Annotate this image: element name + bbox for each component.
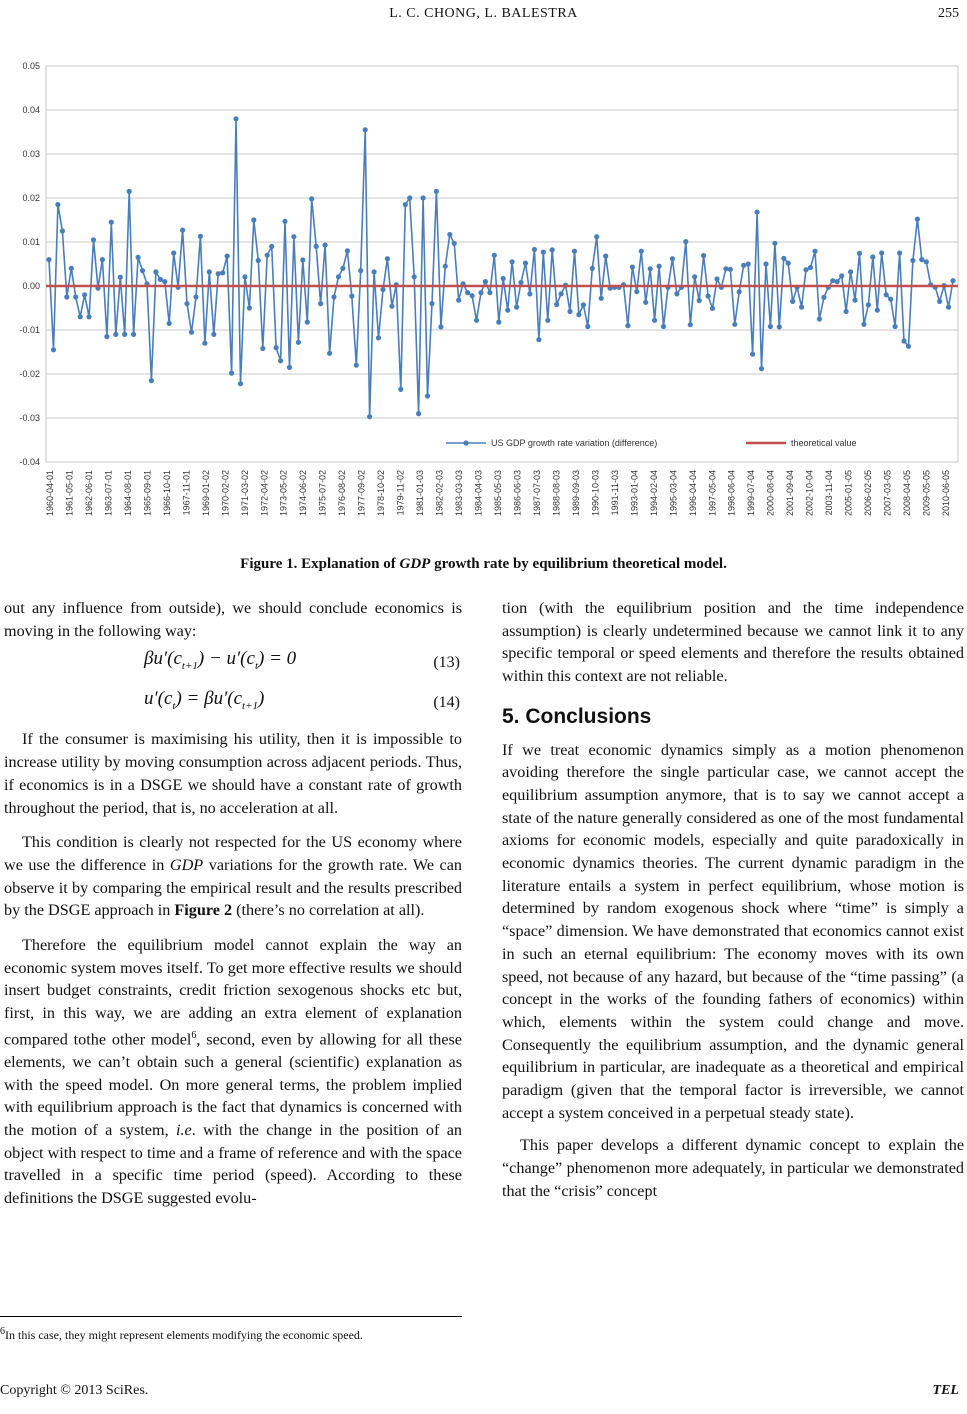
data-point <box>425 393 430 398</box>
x-tick-label: 2007-03-05 <box>882 470 893 517</box>
data-point <box>852 298 857 303</box>
y-tick-label: 0.05 <box>22 61 40 71</box>
data-point <box>478 290 483 295</box>
x-tick-label: 1961-05-01 <box>64 470 75 517</box>
data-point <box>465 290 470 295</box>
data-point <box>193 294 198 299</box>
y-tick-label: 0.04 <box>22 105 40 115</box>
data-point <box>861 322 866 327</box>
data-point <box>723 266 728 271</box>
data-point <box>256 258 261 263</box>
data-point <box>518 280 523 285</box>
data-point <box>839 273 844 278</box>
equation-13-formula: $\beta u'(c_{t+1}) - u'(c_t) = 0$ <box>144 648 297 673</box>
x-tick-label: 2009-05-05 <box>921 470 932 517</box>
x-tick-label: 1973-05-02 <box>278 470 289 517</box>
data-point <box>821 295 826 300</box>
data-point <box>870 254 875 259</box>
paragraph: This paper develops a different dynamic concept to explain the “change” phenomenon more adequately, in particular we demonstrated that the “crisis” concept <box>502 1136 964 1200</box>
data-point <box>496 320 501 325</box>
data-point <box>536 337 541 342</box>
data-point <box>714 276 719 281</box>
x-tick-label: 1965-09-01 <box>142 470 153 517</box>
x-tick-label: 2008-04-05 <box>902 470 913 517</box>
data-point <box>265 253 270 258</box>
data-point <box>269 244 274 249</box>
y-tick-label: -0.03 <box>19 413 40 423</box>
data-point <box>893 324 898 329</box>
data-point <box>585 324 590 329</box>
equation-14 <box>4 682 462 722</box>
data-point <box>906 344 911 349</box>
page-header <box>0 0 967 30</box>
x-tick-label: 1986-06-03 <box>512 470 523 517</box>
data-point <box>403 202 408 207</box>
data-point <box>648 266 653 271</box>
data-point <box>109 220 114 225</box>
data-point <box>483 279 488 284</box>
data-point <box>599 296 604 301</box>
series-line-gdp <box>49 119 953 417</box>
equation-14-formula: $u'(c_t) = \beta u'(c_{t+1})$ <box>144 688 265 713</box>
page-number: 255 <box>938 6 959 21</box>
data-point <box>661 324 666 329</box>
data-point <box>848 269 853 274</box>
x-tick-label: 1963-07-01 <box>103 470 114 517</box>
data-point <box>737 289 742 294</box>
equation-number: (14) <box>433 694 460 712</box>
data-point <box>376 335 381 340</box>
data-point <box>710 306 715 311</box>
data-point <box>674 291 679 296</box>
data-point <box>688 322 693 327</box>
data-point <box>242 274 247 279</box>
left-column <box>4 597 462 1210</box>
data-point <box>884 292 889 297</box>
data-point <box>274 345 279 350</box>
y-tick-label: 0.01 <box>22 237 40 247</box>
x-tick-label: 1993-01-04 <box>629 470 640 517</box>
plot-area <box>46 66 958 462</box>
data-point <box>309 196 314 201</box>
x-tick-label: 2005-01-05 <box>843 470 854 517</box>
data-point <box>363 127 368 132</box>
data-point <box>492 253 497 258</box>
data-point <box>603 254 608 259</box>
data-point <box>104 334 109 339</box>
x-tick-label: 1989-09-03 <box>570 470 581 517</box>
data-point <box>434 189 439 194</box>
paragraph: out any influence from outside), we should conclude economics is moving in the following way: <box>4 599 462 640</box>
equation-13 <box>4 642 462 682</box>
data-point <box>87 314 92 319</box>
x-tick-label: 2000-08-04 <box>765 470 776 517</box>
data-point <box>443 264 448 269</box>
data-point <box>541 250 546 255</box>
data-point <box>340 266 345 271</box>
data-point <box>380 287 385 292</box>
data-point <box>407 195 412 200</box>
data-point <box>113 332 118 337</box>
x-tick-label: 1974-06-02 <box>298 470 309 517</box>
data-point <box>910 258 915 263</box>
data-point <box>830 278 835 283</box>
data-point <box>220 270 225 275</box>
data-point <box>416 411 421 416</box>
x-tick-label: 1972-04-02 <box>259 470 270 517</box>
y-tick-label: -0.02 <box>19 369 40 379</box>
data-point <box>438 324 443 329</box>
data-point <box>643 300 648 305</box>
x-tick-label: 1979-11-02 <box>395 470 406 516</box>
data-point <box>122 332 127 337</box>
y-tick-label: 0.03 <box>22 149 40 159</box>
data-point <box>282 219 287 224</box>
data-point <box>171 250 176 255</box>
data-point <box>118 275 123 280</box>
data-point <box>421 195 426 200</box>
paragraph: If we treat economic dynamics simply as a motion phenomenon avoiding therefore the single particular case, we cannot accept the equilibrium assumption anymore, that is to say we cannot accept a state of the nature generally considered as one of the most fundamental axioms for economic models, especially and quite paradoxically in economic dynamics theories. The current dynamic paradigm in the literature entails a system in perfect equilibrium, whose motion is determined by random exogenous shock where “time” is simply a “space” dimension. We have demonstrated that economics cannot exist in such an eternal equilibrium: The economy moves with its own speed, not because of any hazard, but because of the “time passing” (a concept in the works of the founding fathers of economics) within which, elements within the system could change and move. Consequently the equilibrium assumption, and the dynamic general equilibrium in particular, are inadequate as a theoretical and empirical paradigm (given that the temporal factor is irreversible, we cannot accept a system conceived in a perpetual steady state). <box>502 740 964 1122</box>
data-point <box>55 202 60 207</box>
data-point <box>127 189 132 194</box>
data-point <box>657 264 662 269</box>
data-point <box>630 265 635 270</box>
x-tick-label: 1996-04-04 <box>687 470 698 517</box>
x-tick-label: 1978-10-02 <box>376 470 387 517</box>
data-point <box>167 321 172 326</box>
x-tick-label: 2002-10-04 <box>804 470 815 517</box>
data-point <box>786 261 791 266</box>
data-point <box>759 366 764 371</box>
running-authors: L. C. CHONG, L. BALESTRA <box>389 6 578 21</box>
data-point <box>385 256 390 261</box>
data-point <box>51 347 56 352</box>
data-point <box>73 294 78 299</box>
data-point <box>812 249 817 254</box>
data-point <box>470 293 475 298</box>
x-tick-label: 1997-05-04 <box>707 470 718 517</box>
x-tick-label: 1998-06-04 <box>726 470 737 517</box>
data-point <box>808 265 813 270</box>
data-point <box>514 305 519 310</box>
x-tick-label: 1984-04-03 <box>473 470 484 517</box>
data-point <box>732 322 737 327</box>
data-point <box>897 250 902 255</box>
data-point <box>291 234 296 239</box>
data-point <box>545 318 550 323</box>
data-point <box>60 228 65 233</box>
data-point <box>946 305 951 310</box>
data-point <box>697 298 702 303</box>
data-point <box>790 299 795 304</box>
x-tick-label: 1966-10-01 <box>161 470 172 517</box>
legend-marker-gdp <box>463 440 468 445</box>
y-tick-label: 0.02 <box>22 193 40 203</box>
data-point <box>278 358 283 363</box>
data-point <box>692 274 697 279</box>
data-point <box>233 116 238 121</box>
page-footer <box>0 1383 967 1407</box>
data-point <box>91 237 96 242</box>
data-point <box>349 294 354 299</box>
data-point <box>590 266 595 271</box>
x-tick-label: 1999-07-04 <box>746 470 757 517</box>
legend-label-gdp: US GDP growth rate variation (difference) <box>491 438 658 448</box>
data-point <box>879 250 884 255</box>
data-point <box>576 312 581 317</box>
data-point <box>207 269 212 274</box>
data-point <box>131 332 136 337</box>
data-point <box>82 292 87 297</box>
x-tick-label: 2006-02-05 <box>863 470 874 517</box>
gdp-growth-chart <box>0 50 967 550</box>
data-point <box>202 341 207 346</box>
data-point <box>372 269 377 274</box>
data-point <box>452 241 457 246</box>
data-point <box>318 301 323 306</box>
data-point <box>652 318 657 323</box>
x-tick-label: 1967-11-01 <box>181 470 192 516</box>
data-point <box>69 266 74 271</box>
figure-caption: Figure 1. Explanation of GDP growth rate by equilibrium theoretical model. <box>240 556 727 572</box>
x-tick-label: 1971-03-02 <box>239 470 250 517</box>
data-point <box>746 261 751 266</box>
x-tick-label: 1995-03-04 <box>668 470 679 517</box>
x-tick-label: 1982-02-03 <box>434 470 445 517</box>
data-point <box>763 261 768 266</box>
x-tick-label: 1970-02-02 <box>220 470 231 517</box>
x-tick-label: 1987-07-03 <box>531 470 542 517</box>
data-point <box>287 365 292 370</box>
data-point <box>398 387 403 392</box>
data-point <box>670 256 675 261</box>
data-point <box>64 294 69 299</box>
data-point <box>523 261 528 266</box>
x-tick-label: 2003-11-04 <box>824 470 835 516</box>
data-point <box>706 294 711 299</box>
data-point <box>857 251 862 256</box>
paragraph: tion (with the equilibrium position and the time independence assumption) is clearly undetermined because we cannot link it to any specific temporal or speed elements and therefore the results obtained within this context are not reliable. <box>502 599 964 686</box>
data-point <box>229 371 234 376</box>
x-tick-label: 1962-06-01 <box>83 470 94 517</box>
data-point <box>46 257 51 262</box>
x-tick-label: 1985-05-03 <box>493 470 503 517</box>
data-point <box>844 309 849 314</box>
data-point <box>158 277 163 282</box>
data-point <box>296 340 301 345</box>
data-point <box>358 268 363 273</box>
data-point <box>683 239 688 244</box>
data-point <box>755 210 760 215</box>
data-point <box>509 259 514 264</box>
data-point <box>634 289 639 294</box>
data-point <box>901 338 906 343</box>
paragraph: If the consumer is maximising his utility, then it is impossible to increase utility by moving consumption across adjacent periods. Thus, if economics is in a DSGE we should have a constant rate of growth throughout the period, that is, no acceleration at all. <box>4 730 462 817</box>
data-point <box>474 318 479 323</box>
data-point <box>367 414 372 419</box>
data-point <box>251 217 256 222</box>
data-point <box>354 363 359 368</box>
x-tick-label: 1981-01-03 <box>415 470 426 517</box>
data-point <box>305 320 310 325</box>
section-heading: 5. Conclusions <box>502 704 652 728</box>
x-tick-label: 1988-08-03 <box>551 470 562 517</box>
data-point <box>456 298 461 303</box>
data-point <box>835 279 840 284</box>
journal-abbrev: TEL <box>932 1383 959 1398</box>
x-tick-label: 1976-08-02 <box>337 470 348 517</box>
data-point <box>567 309 572 314</box>
data-point <box>888 297 893 302</box>
x-tick-label: 1975-07-02 <box>317 470 328 517</box>
data-point <box>345 248 350 253</box>
y-tick-label: -0.01 <box>19 325 40 335</box>
footnote: $^6$In this case, they might represent elements modifying the economic speed. <box>0 1316 462 1344</box>
data-point <box>189 330 194 335</box>
data-point <box>527 291 532 296</box>
data-point <box>216 271 221 276</box>
data-point <box>314 244 319 249</box>
data-point <box>180 228 185 233</box>
data-point <box>429 301 434 306</box>
data-point <box>198 234 203 239</box>
data-point <box>750 352 755 357</box>
x-tick-label: 1991-11-03 <box>609 470 620 516</box>
data-point <box>331 294 336 299</box>
data-point <box>924 259 929 264</box>
data-point <box>937 299 942 304</box>
equation-number: (13) <box>433 654 460 672</box>
data-point <box>639 249 644 254</box>
data-point <box>728 267 733 272</box>
data-point <box>875 308 880 313</box>
data-point <box>100 257 105 262</box>
x-tick-label: 1983-03-03 <box>454 470 465 517</box>
data-point <box>803 267 808 272</box>
y-tick-label: -0.04 <box>19 457 40 467</box>
data-point <box>487 290 492 295</box>
paragraph: This condition is clearly not respected for the US economy where we use the difference in GDP variations for the growth rate. We can observe it by comparing the empirical result and the results prescribed by the DSGE approach in Figure 2 (there’s no correlation at all). <box>4 833 463 920</box>
data-point <box>153 269 158 274</box>
data-point <box>741 263 746 268</box>
data-point <box>768 324 773 329</box>
data-point <box>136 255 141 260</box>
data-point <box>412 274 417 279</box>
data-point <box>701 253 706 258</box>
data-point <box>915 217 920 222</box>
copyright: Copyright © 2013 SciRes. <box>0 1383 149 1398</box>
data-point <box>78 314 83 319</box>
x-tick-label: 1964-08-01 <box>122 470 133 517</box>
data-point <box>777 324 782 329</box>
data-point <box>211 332 216 337</box>
data-point <box>581 302 586 307</box>
data-point <box>327 351 332 356</box>
data-point <box>389 304 394 309</box>
data-point <box>149 378 154 383</box>
data-point <box>799 305 804 310</box>
data-point <box>866 302 871 307</box>
data-point <box>559 291 564 296</box>
data-point <box>225 254 230 259</box>
x-tick-label: 1994-02-04 <box>648 470 659 517</box>
x-tick-label: 1960-04-01 <box>45 470 55 517</box>
data-point <box>594 234 599 239</box>
data-point <box>532 247 537 252</box>
data-point <box>572 249 577 254</box>
x-tick-label: 2010-06-05 <box>941 470 951 517</box>
x-tick-label: 1990-10-03 <box>590 470 601 517</box>
y-tick-label: 0.00 <box>22 281 40 291</box>
data-point <box>554 302 559 307</box>
x-tick-label: 1977-09-02 <box>356 470 367 517</box>
x-tick-label: 1969-01-02 <box>200 470 211 517</box>
data-point <box>247 305 252 310</box>
paragraph: Therefore the equilibrium model cannot explain the way an economic system moves itself. To get more effective results we should insert budget constraints, credit friction sexogenous shocks etc but, first, in this way, we are adding an extra element of explanation compared tothe other model$^6$, second, even by allowing for all these elements, we can’t obtain such a general (scientific) explanation as with the speed model. On more general terms, the problem implied with equilibrium approach is the fact that dynamics is concerned with the motion of a system, i.e. with the change in the position of an object with respect to time and a frame of reference and with the space travelled in a specific time period (speed). According to these definitions the DSGE suggested evolu- <box>4 936 463 1208</box>
data-point <box>772 241 777 246</box>
data-point <box>505 308 510 313</box>
data-point <box>501 276 506 281</box>
data-point <box>950 278 955 283</box>
x-tick-label: 2001-09-04 <box>785 470 796 517</box>
data-point <box>238 381 243 386</box>
data-point <box>781 256 786 261</box>
data-point <box>140 268 145 273</box>
data-point <box>260 346 265 351</box>
data-point <box>625 323 630 328</box>
right-column <box>502 597 964 1203</box>
data-point <box>817 316 822 321</box>
data-point <box>336 274 341 279</box>
data-point <box>447 232 452 237</box>
legend-label-theoretical: theoretical value <box>791 438 857 448</box>
data-point <box>184 301 189 306</box>
data-point <box>162 279 167 284</box>
data-point <box>550 247 555 252</box>
data-point <box>919 257 924 262</box>
data-point <box>323 243 328 248</box>
data-point <box>300 257 305 262</box>
